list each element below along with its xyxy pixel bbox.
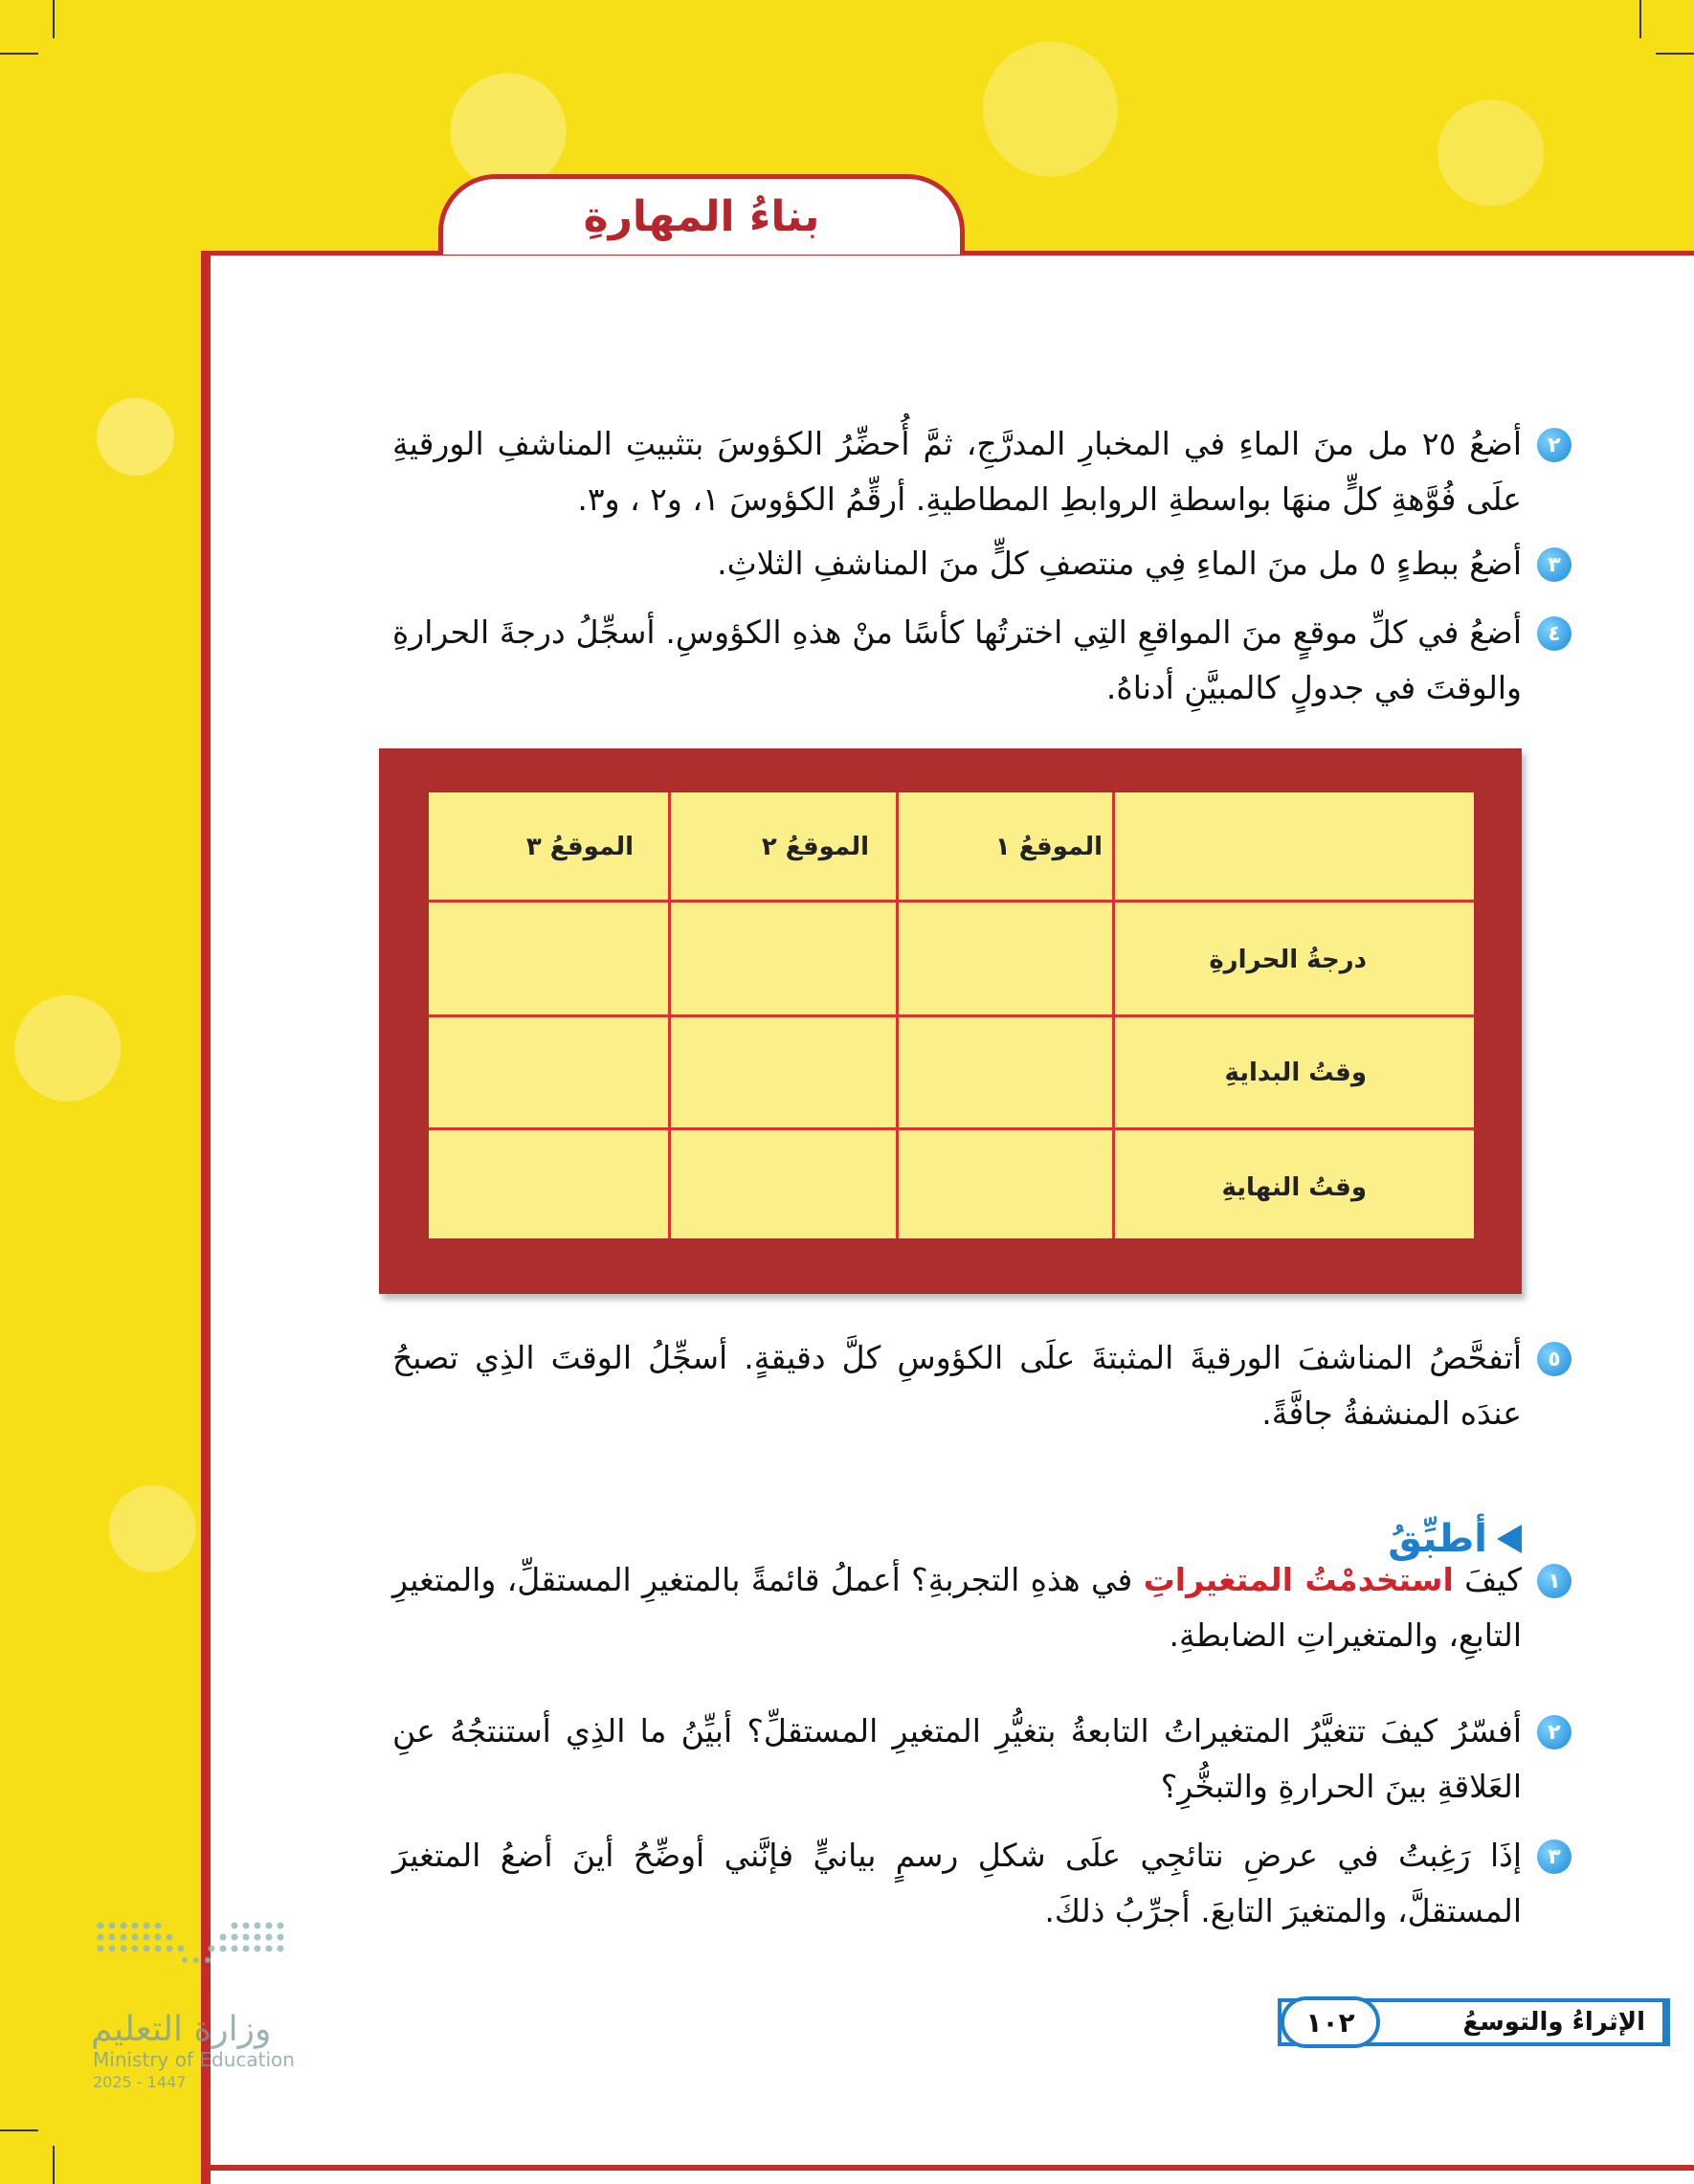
- step-4: [392, 605, 1561, 716]
- question-text: إذَا رَغِبتُ في عرضِ نتائجِي علَى شكلِ رسمٍ بيانيٍّ فإنَّني أوضِّحُ أينَ أضعُ المتغيرَ المستقلَّ، والمتغيرَ التابعَ. أجرِّبُ ذلكَ.: [392, 1837, 1522, 1929]
- crop-mark: [0, 2129, 38, 2131]
- footer-section-label: الإثراءُ والتوسعُ: [1462, 2008, 1645, 2037]
- data-table: [429, 792, 1474, 1238]
- apply-heading-text: أطبِّقُ: [1388, 1517, 1487, 1561]
- row-header-temperature: درجةُ الحرارةِ: [1209, 946, 1367, 974]
- step-text: أضعُ في كلِّ موقعٍ منَ المواقعِ التِي اخترتُها كأسًا منْ هذهِ الكؤوسِ. أسجِّلُ درجةَ الحرارةِ والوقتَ في جدولٍ كالمبيَّنِ أدناهُ.: [392, 613, 1522, 706]
- section-title: بناءُ المهارةِ: [583, 192, 820, 241]
- crop-mark: [53, 2146, 55, 2184]
- step-text: أضعُ ٢٥ مل منَ الماءِ في المخبارِ المدرَّجِ، ثمَّ أُحضِّرُ الكؤوسَ بتثبيتِ المناشفِ الورقيةِ علَى فُوَّهةِ كلٍّ منهَا بواسطةِ الروابطِ المطاطيةِ. أرقِّمُ الكؤوسَ ١، و٢ ، و٣.: [392, 425, 1522, 518]
- apply-question-3: [392, 1828, 1561, 1939]
- step-text: أضعُ ببطءٍ ٥ مل منَ الماءِ فِي منتصفِ كلٍّ منَ المناشفِ الثلاثِ.: [717, 545, 1522, 582]
- column-header-site-2: الموقعُ ٢: [761, 833, 869, 861]
- table-gridline: [429, 1014, 1474, 1017]
- question-number-badge: ١: [1537, 1564, 1571, 1598]
- step-number-badge: ٥: [1537, 1342, 1571, 1376]
- table-gridline: [429, 1127, 1474, 1130]
- step-number-badge: ٢: [1537, 428, 1571, 462]
- apply-question-1: [392, 1552, 1561, 1663]
- table-gridline: [429, 900, 1474, 903]
- step-5: [392, 1330, 1561, 1441]
- question-text: أفسّرُ كيفَ تتغيَّرُ المتغيراتُ التابعةُ بتغيُّرِ المتغيرِ المستقلِّ؟ أبيِّنُ ما الذِي أستنتجُهُ عنِ العَلاقةِ بينَ الحرارةِ والتبخُّرِ؟: [392, 1712, 1522, 1805]
- step-2: [392, 416, 1561, 527]
- apply-question-2: [392, 1704, 1561, 1815]
- section-title-tab: [438, 174, 965, 255]
- column-header-site-3: الموقعُ ٣: [525, 833, 634, 861]
- ministry-name-english: Ministry of Education: [93, 2048, 295, 2071]
- crop-mark: [1639, 0, 1641, 38]
- question-text-part: كيفَ: [1453, 1561, 1522, 1598]
- question-number-badge: ٢: [1537, 1715, 1571, 1749]
- ministry-name-arabic: وزارة التعليم: [91, 2010, 272, 2049]
- question-text-part: في هذهِ التجربةِ؟ أعملُ قائمةً بالمتغيرِ المستقلِّ، والمتغيرِ التابعِ، والمتغيراتِ الضابطةِ.: [392, 1561, 1522, 1654]
- step-number-badge: ٣: [1537, 547, 1571, 582]
- column-header-site-1: الموقعُ ١: [994, 833, 1103, 861]
- data-table-frame: [379, 748, 1522, 1294]
- skill-highlight: استخدمْتُ المتغيراتِ: [1143, 1561, 1454, 1598]
- question-text: [392, 1552, 1522, 1663]
- triangle-arrow-icon: [1497, 1525, 1522, 1553]
- crop-mark: [1656, 53, 1694, 55]
- bottom-border: [201, 2165, 1694, 2171]
- ministry-year: 2025 - 1447: [93, 2073, 187, 2091]
- row-header-end-time: وقتُ النهايةِ: [1221, 1173, 1367, 1202]
- question-number-badge: ٣: [1537, 1839, 1571, 1874]
- page-number: ١٠٢: [1281, 1996, 1380, 2048]
- row-header-start-time: وقتُ البدايةِ: [1224, 1059, 1367, 1087]
- step-3: [392, 536, 1561, 591]
- crop-mark: [0, 53, 38, 55]
- crop-mark: [53, 0, 55, 38]
- step-text: أتفحَّصُ المناشفَ الورقيةَ المثبتةَ علَى الكؤوسِ كلَّ دقيقةٍ. أسجِّلُ الوقتَ الذِي تصبحُ عندَه المنشفةُ جافَّةً.: [392, 1339, 1522, 1432]
- step-number-badge: ٤: [1537, 616, 1571, 651]
